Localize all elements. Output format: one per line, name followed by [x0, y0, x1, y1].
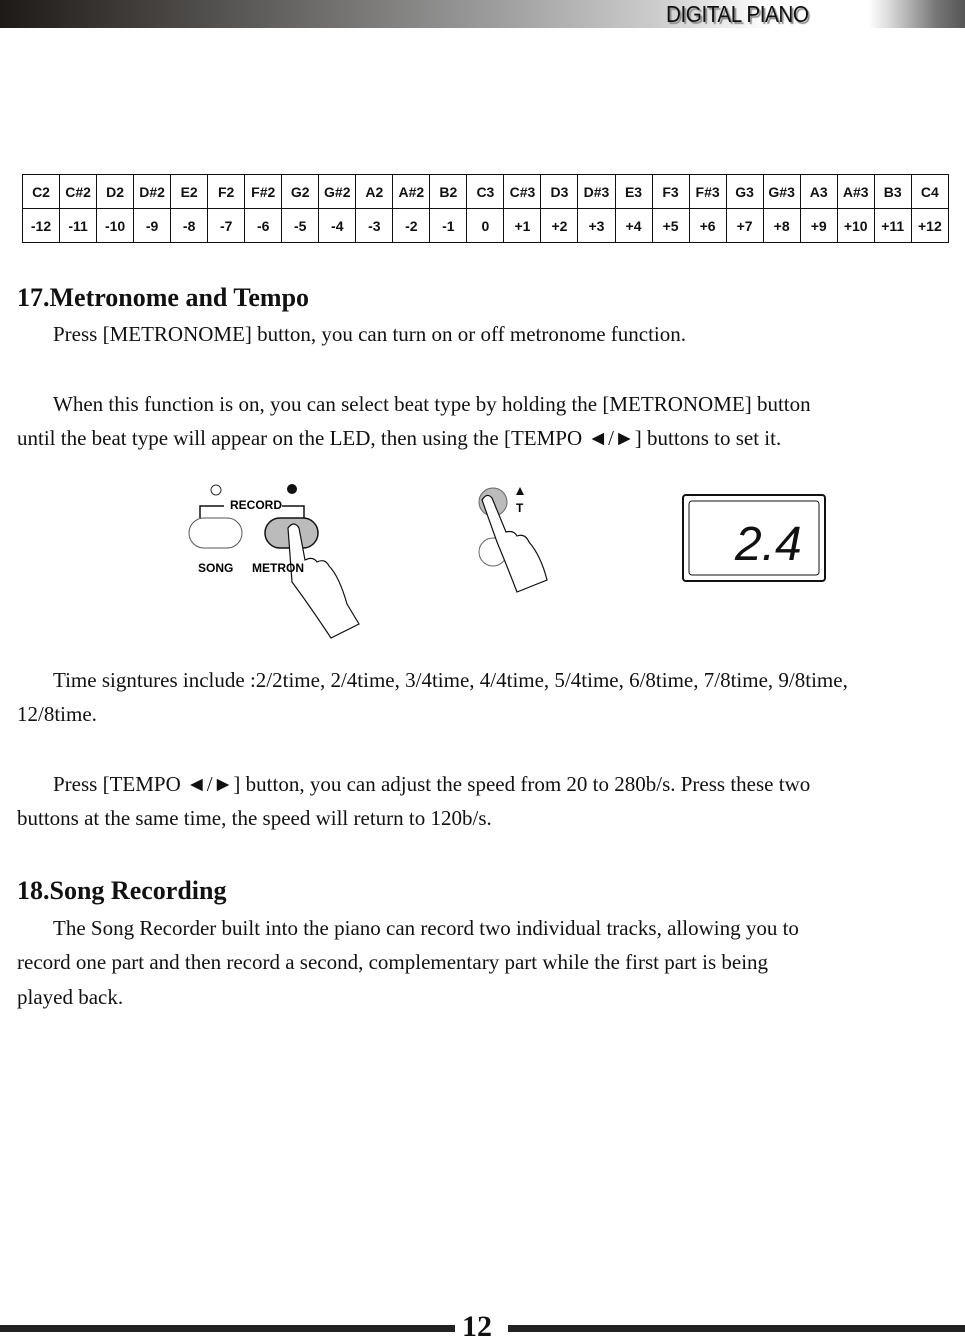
brand-title: DIGITAL PIANO: [666, 1, 809, 27]
note-cell: C2: [23, 175, 60, 209]
note-cell: B3: [874, 175, 911, 209]
value-cell: +8: [763, 209, 800, 243]
note-row: [23, 175, 949, 209]
paragraph: Press [METRONOME] button, you can turn on or off metronome function.: [53, 322, 687, 346]
value-cell: 0: [467, 209, 504, 243]
paragraph: record one part and then record a second, complementary part while the first part is being: [17, 950, 769, 974]
value-cell: -5: [282, 209, 319, 243]
value-cell: +10: [837, 209, 874, 243]
tempo-label: T: [516, 501, 524, 515]
value-cell: -9: [134, 209, 171, 243]
up-arrow-icon: [516, 487, 524, 495]
header-bar: [0, 0, 965, 28]
display-value: 2.4: [735, 518, 802, 571]
hand-icon: [288, 524, 359, 638]
value-cell: +11: [874, 209, 911, 243]
footer-rule: [0, 1325, 455, 1332]
value-cell: +1: [504, 209, 541, 243]
note-cell: A2: [356, 175, 393, 209]
value-cell: +9: [800, 209, 837, 243]
song-button-icon: [189, 518, 242, 548]
note-cell: E3: [615, 175, 652, 209]
value-cell: -1: [430, 209, 467, 243]
note-cell: G3: [726, 175, 763, 209]
value-cell: +12: [911, 209, 948, 243]
section-17-title: 17.Metronome and Tempo: [17, 283, 310, 312]
paragraph: Time signtures include :2/2time, 2/4time, 3/4time, 4/4time, 5/4time, 6/8time, 7/8time, 9/8time,: [53, 668, 848, 692]
paragraph: When this function is on, you can select beat type by holding the [METRONOME] button: [53, 392, 811, 416]
section-18-title: 18.Song Recording: [17, 876, 227, 905]
note-cell: F#3: [689, 175, 726, 209]
paragraph: played back.: [17, 985, 124, 1009]
value-cell: -12: [23, 209, 60, 243]
song-led-icon: [211, 485, 221, 495]
note-cell: C4: [911, 175, 948, 209]
metronome-led-icon: [287, 484, 297, 494]
note-cell: G#2: [319, 175, 356, 209]
note-cell: A#2: [393, 175, 430, 209]
value-cell: +6: [689, 209, 726, 243]
note-transpose-table: [22, 174, 949, 243]
value-cell: -8: [171, 209, 208, 243]
note-cell: C#2: [60, 175, 97, 209]
value-cell: +4: [615, 209, 652, 243]
value-cell: -3: [356, 209, 393, 243]
note-cell: E2: [171, 175, 208, 209]
value-cell: -10: [97, 209, 134, 243]
note-cell: D#3: [578, 175, 615, 209]
record-label: RECORD: [230, 498, 283, 512]
value-row: [23, 209, 949, 243]
note-cell: D2: [97, 175, 134, 209]
paragraph: Press [TEMPO ◄/►] button, you can adjust the speed from 20 to 280b/s. Press these two: [53, 772, 811, 796]
value-cell: -2: [393, 209, 430, 243]
footer-rule: [508, 1325, 965, 1332]
value-cell: -6: [245, 209, 282, 243]
note-cell: F#2: [245, 175, 282, 209]
value-cell: +7: [726, 209, 763, 243]
paragraph: until the beat type will appear on the LED, then using the [TEMPO ◄/►] buttons to set it.: [17, 426, 782, 450]
note-cell: A3: [800, 175, 837, 209]
value-cell: -11: [60, 209, 97, 243]
note-cell: B2: [430, 175, 467, 209]
song-label: SONG: [198, 561, 234, 575]
note-cell: D3: [541, 175, 578, 209]
note-cell: C3: [467, 175, 504, 209]
metronome-figure: [180, 470, 840, 640]
paragraph: The Song Recorder built into the piano can record two individual tracks, allowing you to: [53, 916, 799, 940]
note-cell: G#3: [763, 175, 800, 209]
paragraph: buttons at the same time, the speed will return to 120b/s.: [17, 806, 492, 830]
note-cell: F2: [208, 175, 245, 209]
value-cell: +5: [652, 209, 689, 243]
note-cell: C#3: [504, 175, 541, 209]
note-cell: D#2: [134, 175, 171, 209]
page-number: 12: [462, 1310, 492, 1342]
note-cell: A#3: [837, 175, 874, 209]
note-cell: F3: [652, 175, 689, 209]
value-cell: -7: [208, 209, 245, 243]
value-cell: +2: [541, 209, 578, 243]
paragraph: 12/8time.: [17, 702, 97, 726]
value-cell: -4: [319, 209, 356, 243]
note-cell: G2: [282, 175, 319, 209]
metronome-label: METRON: [252, 561, 304, 575]
value-cell: +3: [578, 209, 615, 243]
